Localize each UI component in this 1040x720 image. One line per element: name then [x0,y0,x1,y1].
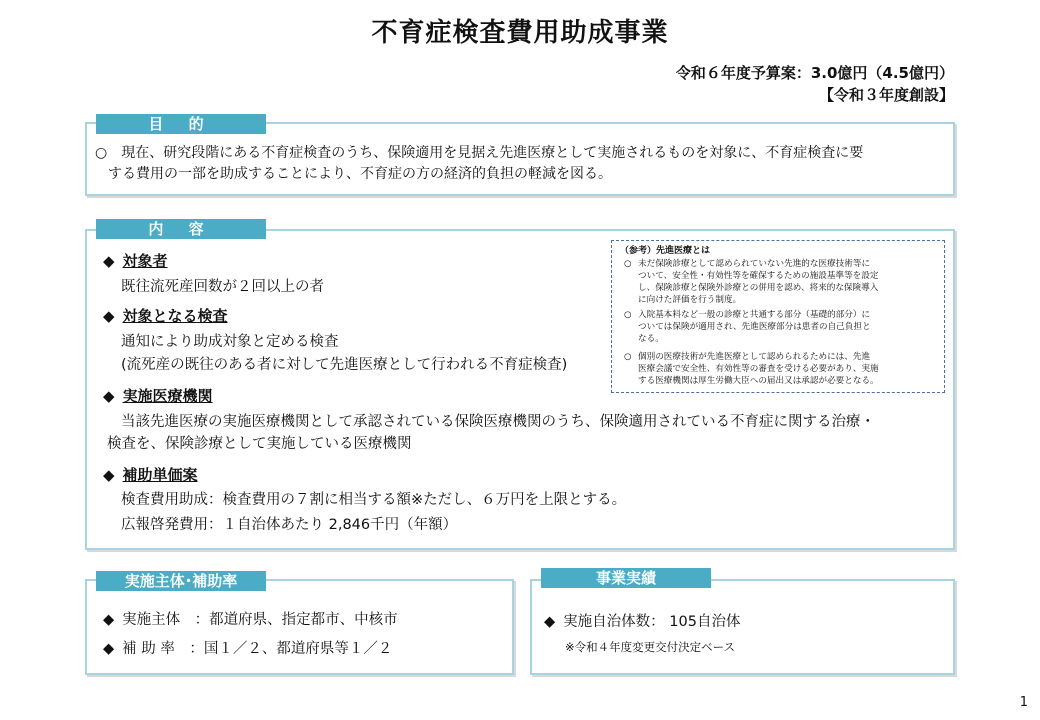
exam-line2: (流死産の既往のある者に対して先進医療として行われる不育症検査) [121,357,568,373]
purpose-text [95,143,950,185]
reference-item-1: ○ 未だ保険診療として認められていない先進的な医療技術等に ついて、安全性・有効性等を確保するための施設基準等を設定 し、保険診療と保険外診療との併用を認め、将来的な保険導入 に向けた評価を行う制度。 [624,259,879,305]
results-row-1: ◆ 実施自治体数： 105自治体 [544,614,741,630]
exam-line1: 通知により助成対象と定める検査 [121,334,339,350]
implementer-tab: 実施主体･補助率 [96,571,266,591]
purpose-tab: 目 的 [96,114,266,134]
page-number: 1 [1019,695,1028,710]
implementer-row-2: ◆ 補 助 率 ：国１／２、都道府県等１／２ [103,641,393,657]
page-title: 不育症検査費用助成事業 [371,18,669,48]
diamond-bullet-icon: ◆ [103,387,115,405]
results-tab: 事業実績 [541,568,711,588]
unit-price-heading [103,464,198,485]
purpose-text-line2: する費用の一部を助成することにより、不育症の方の経済的負担の軽減を図る。 [108,166,612,182]
target-heading-label: 対象者 [122,252,168,270]
institution-line2: 検査を、保険診療として実施している医療機関 [107,436,412,452]
advanced-medicine-reference-box [611,240,945,393]
exam-heading-label: 対象となる検査 [122,307,228,325]
reference-item-2: ○ 入院基本料など一般の診療と共通する部分（基礎的部分）に ついては保険が適用され、先進医療部分は患者の自己負担と なる。 [624,310,871,344]
budget-established: 【令和３年度創設】 [818,86,954,104]
diamond-bullet-icon: ◆ [103,612,115,628]
results-note: ※令和４年度変更交付決定ベース [565,640,736,654]
budget-amount: 令和６年度予算案：3.0億円（4.5億円） [675,64,954,82]
institution-heading-label: 実施医療機関 [122,387,213,405]
target-line: 既往流死産回数が２回以上の者 [121,279,324,295]
institution-heading [103,385,213,406]
diamond-bullet-icon: ◆ [103,641,115,657]
diamond-bullet-icon: ◆ [103,466,115,484]
unit-price-line2: 広報啓発費用：１自治体あたり 2,846千円（年額） [121,517,458,533]
circle-bullet-icon: ○ [624,259,632,269]
reference-title: （参考）先進医療とは [620,246,711,256]
purpose-text-line1: ○ 現在、研究段階にある不育症検査のうち、保険適用を見据え先進医療として実施されるものを対象に、不育症検査に要 [95,145,864,161]
diamond-bullet-icon: ◆ [103,307,115,325]
institution-line1: 当該先進医療の実施医療機関として承認されている保険医療機関のうち、保険適用されている不育症に関する治療・ [121,414,875,430]
exam-heading [103,305,228,326]
reference-item-3: ○ 個別の医療技術が先進医療として認められるためには、先進 医療会議で安全性、有効性等の審査を受ける必要があり、実施 する医療機関は厚生労働大臣への届出又は承認が必要となる。 [624,352,879,386]
target-heading [103,250,168,271]
diamond-bullet-icon: ◆ [103,252,115,270]
circle-bullet-icon: ○ [624,352,632,362]
diamond-bullet-icon: ◆ [544,614,556,630]
circle-bullet-icon: ○ [624,310,632,320]
content-tab: 内 容 [96,219,266,239]
unit-price-heading-label: 補助単価案 [122,466,198,484]
implementer-row-1: ◆ 実施主体 ：都道府県、指定都市、中核市 [103,612,398,628]
budget-info [676,62,954,106]
unit-price-line1: 検査費用助成：検査費用の７割に相当する額※ただし、６万円を上限とする。 [121,492,627,508]
